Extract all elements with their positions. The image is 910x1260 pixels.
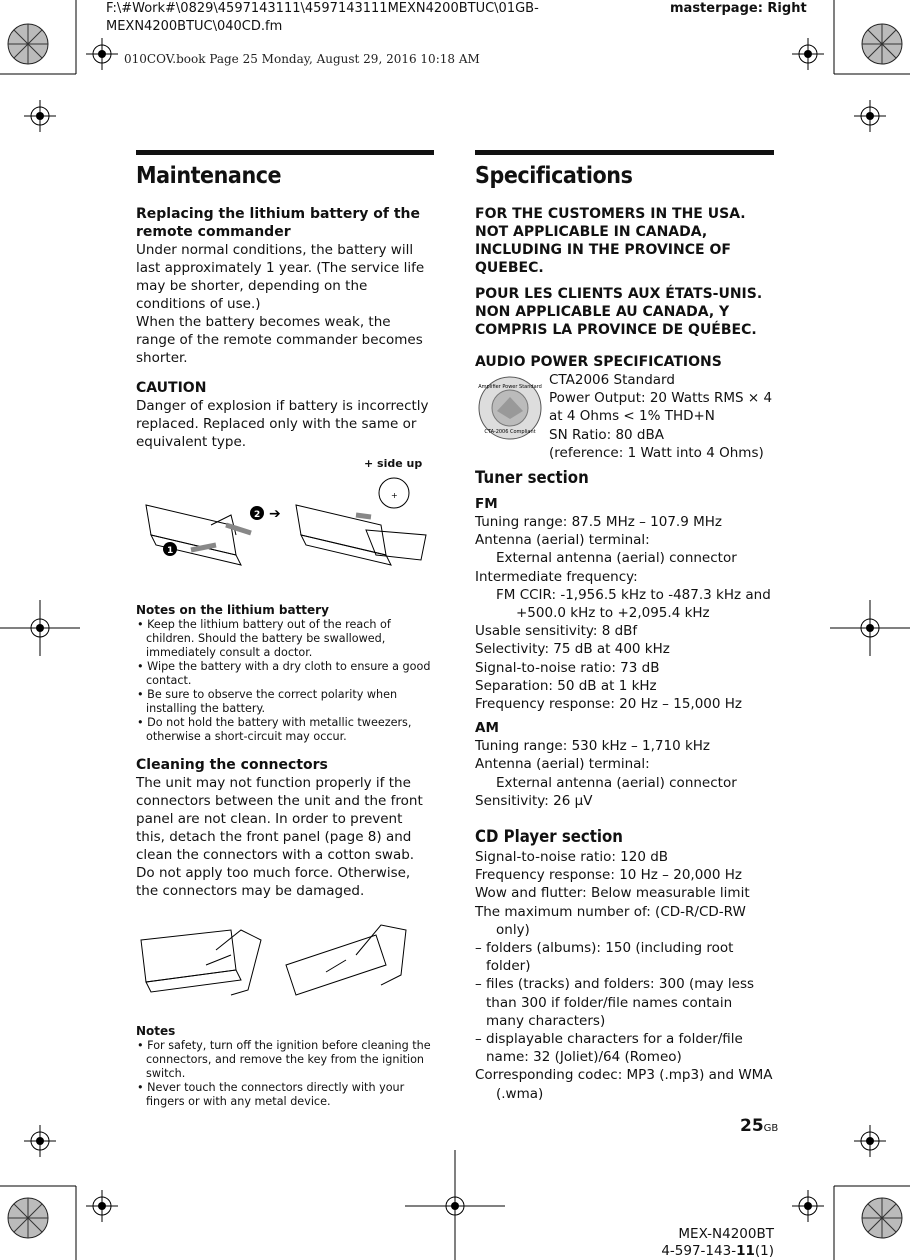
fm-label: FM [475,496,498,512]
cleaning-heading: Cleaning the connectors [136,757,328,773]
cd-max-number: The maximum number of: (CD-R/CD-RW only) [475,903,746,938]
file-path-line1: F:\#Work#\0829\4597143111\4597143111MEXN4200BTUC\01GB- [106,1,539,16]
list-item: • Do not hold the battery with metallic tweezers, otherwise a short-circuit may occur. [137,716,412,743]
cleaning-text: The unit may not function properly if the connectors between the unit and the front panel are not clean. In order to prevent this, detach the front panel (page 8) and clean the connectors with a cotton swab. Do not apply too much force. Otherwise, the connectors may be damaged. [136,775,423,899]
book-info-line: 010COV.book Page 25 Monday, August 29, 2016 10:18 AM [124,52,480,66]
list-item: • For safety, turn off the ignition before cleaning the connectors, and remove the key from the ignition switch. [137,1039,431,1080]
cleaning-illustration [136,910,434,1010]
section-rule [136,150,434,155]
svg-text:CTA-2006 Compliant: CTA-2006 Compliant [484,429,536,435]
list-item: • Wipe the battery with a dry cloth to ensure a good contact. [137,660,431,687]
svg-text:2: 2 [254,510,261,520]
cd-frequency-response: Frequency response: 10 Hz – 20,000 Hz [475,867,742,884]
svg-text:1: 1 [167,546,174,556]
fm-separation: Separation: 50 dB at 1 kHz [475,677,657,694]
cta-compliant-logo [477,375,543,441]
fm-if-label: Intermediate frequency: [475,568,638,585]
audio-line: at 4 Ohms < 1% THD+N [549,408,715,425]
svg-text:➔: ➔ [269,506,281,522]
file-path-line2: MEXN4200BTUC\040CD.fm [106,19,283,34]
audio-line: SN Ratio: 80 dBA [549,426,664,443]
battery-illustration [136,455,434,595]
svg-text:+: + [391,491,398,500]
part-number: 4-597-143-11(1) [661,1243,774,1259]
list-item: • Never touch the connectors directly with your fingers or with any metal device. [137,1081,405,1108]
caution-heading: CAUTION [136,380,207,396]
specifications-title: Specifications [475,163,633,189]
fm-if-value2: +500.0 kHz to +2,095.4 kHz [516,605,710,622]
notes-battery-heading: Notes on the lithium battery [136,603,329,617]
model-number: MEX-N4200BT [678,1226,774,1242]
page-number: 25GB [740,1116,779,1136]
svg-text:Amplifier Power Standard: Amplifier Power Standard [478,384,542,390]
am-label: AM [475,720,499,737]
am-tuning-range: Tuning range: 530 kHz – 1,710 kHz [475,738,711,755]
fm-tuning-range: Tuning range: 87.5 MHz – 107.9 MHz [475,514,722,530]
tuner-title: Tuner section [475,468,589,488]
battery-text2: When the battery becomes weak, the range of the remote commander becomes shorter. [136,314,423,366]
audio-line: Power Output: 20 Watts RMS × 4 [549,390,773,407]
cd-snr: Signal-to-noise ratio: 120 dB [475,849,669,866]
caution-text: Danger of explosion if battery is incorrectly replaced. Replaced only with the same or equivalent type. [136,398,429,450]
battery-heading: Replacing the lithium battery of the remote commander [136,206,421,240]
am-antenna-label: Antenna (aerial) terminal: [475,756,650,773]
battery-figure [136,455,434,595]
section-rule [475,150,774,155]
list-item: • Keep the lithium battery out of the reach of children. Should the battery be swallowed, immediately consult a doctor. [137,618,391,659]
audio-line: (reference: 1 Watt into 4 Ohms) [549,444,764,461]
cd-files: – files (tracks) and folders: 300 (may less than 300 if folder/file names contain many characters) [475,976,755,1029]
fm-selectivity: Selectivity: 75 dB at 400 kHz [475,641,670,658]
specifications-column [475,150,774,1103]
figure-label: + side up [364,457,423,470]
notes-list [136,1039,434,1109]
am-sensitivity: Sensitivity: 26 µV [475,792,593,809]
audio-heading: AUDIO POWER SPECIFICATIONS [475,354,722,370]
cd-folders: – folders (albums): 150 (including root folder) [475,940,734,975]
fm-snr: Signal-to-noise ratio: 73 dB [475,659,660,676]
fm-usable-sensitivity: Usable sensitivity: 8 dBf [475,623,638,640]
fm-antenna-label: Antenna (aerial) terminal: [475,532,650,549]
cd-codec: Corresponding codec: MP3 (.mp3) and WMA (.wma) [475,1067,773,1102]
fm-frequency-response: Frequency response: 20 Hz – 15,000 Hz [475,696,742,713]
notes-battery-list [136,618,434,744]
fm-if-value1: FM CCIR: -1,956.5 kHz to -487.3 kHz and [496,586,771,603]
notes-heading: Notes [136,1024,176,1038]
model-info [650,1226,774,1260]
maintenance-title: Maintenance [136,163,282,189]
cd-title: CD Player section [475,827,623,848]
audio-line: CTA2006 Standard [549,372,675,388]
masterpage-label: masterpage: Right [670,1,807,16]
cd-characters: – displayable characters for a folder/file name: 32 (Joliet)/64 (Romeo) [475,1031,743,1066]
fm-antenna-value: External antenna (aerial) connector [496,550,737,567]
audio-spec-lines [549,371,775,462]
battery-text1: Under normal conditions, the battery will last approximately 1 year. (The service life may be shorter, depending on the conditions of use.) [136,242,425,312]
audio-block [475,371,774,463]
list-item: • Be sure to observe the correct polarity when installing the battery. [137,688,398,715]
cd-wow-flutter: Wow and flutter: Below measurable limit [475,885,750,902]
maintenance-column [136,150,434,1109]
fr-notice: POUR LES CLIENTS AUX ÉTATS-UNIS. NON APPLICABLE AU CANADA, Y COMPRIS LA PROVINCE DE QUÉBEC. [475,286,763,338]
am-antenna-value: External antenna (aerial) connector [496,774,737,791]
usa-notice: FOR THE CUSTOMERS IN THE USA. NOT APPLICABLE IN CANADA, INCLUDING IN THE PROVINCE OF QUEBEC. [475,206,746,276]
